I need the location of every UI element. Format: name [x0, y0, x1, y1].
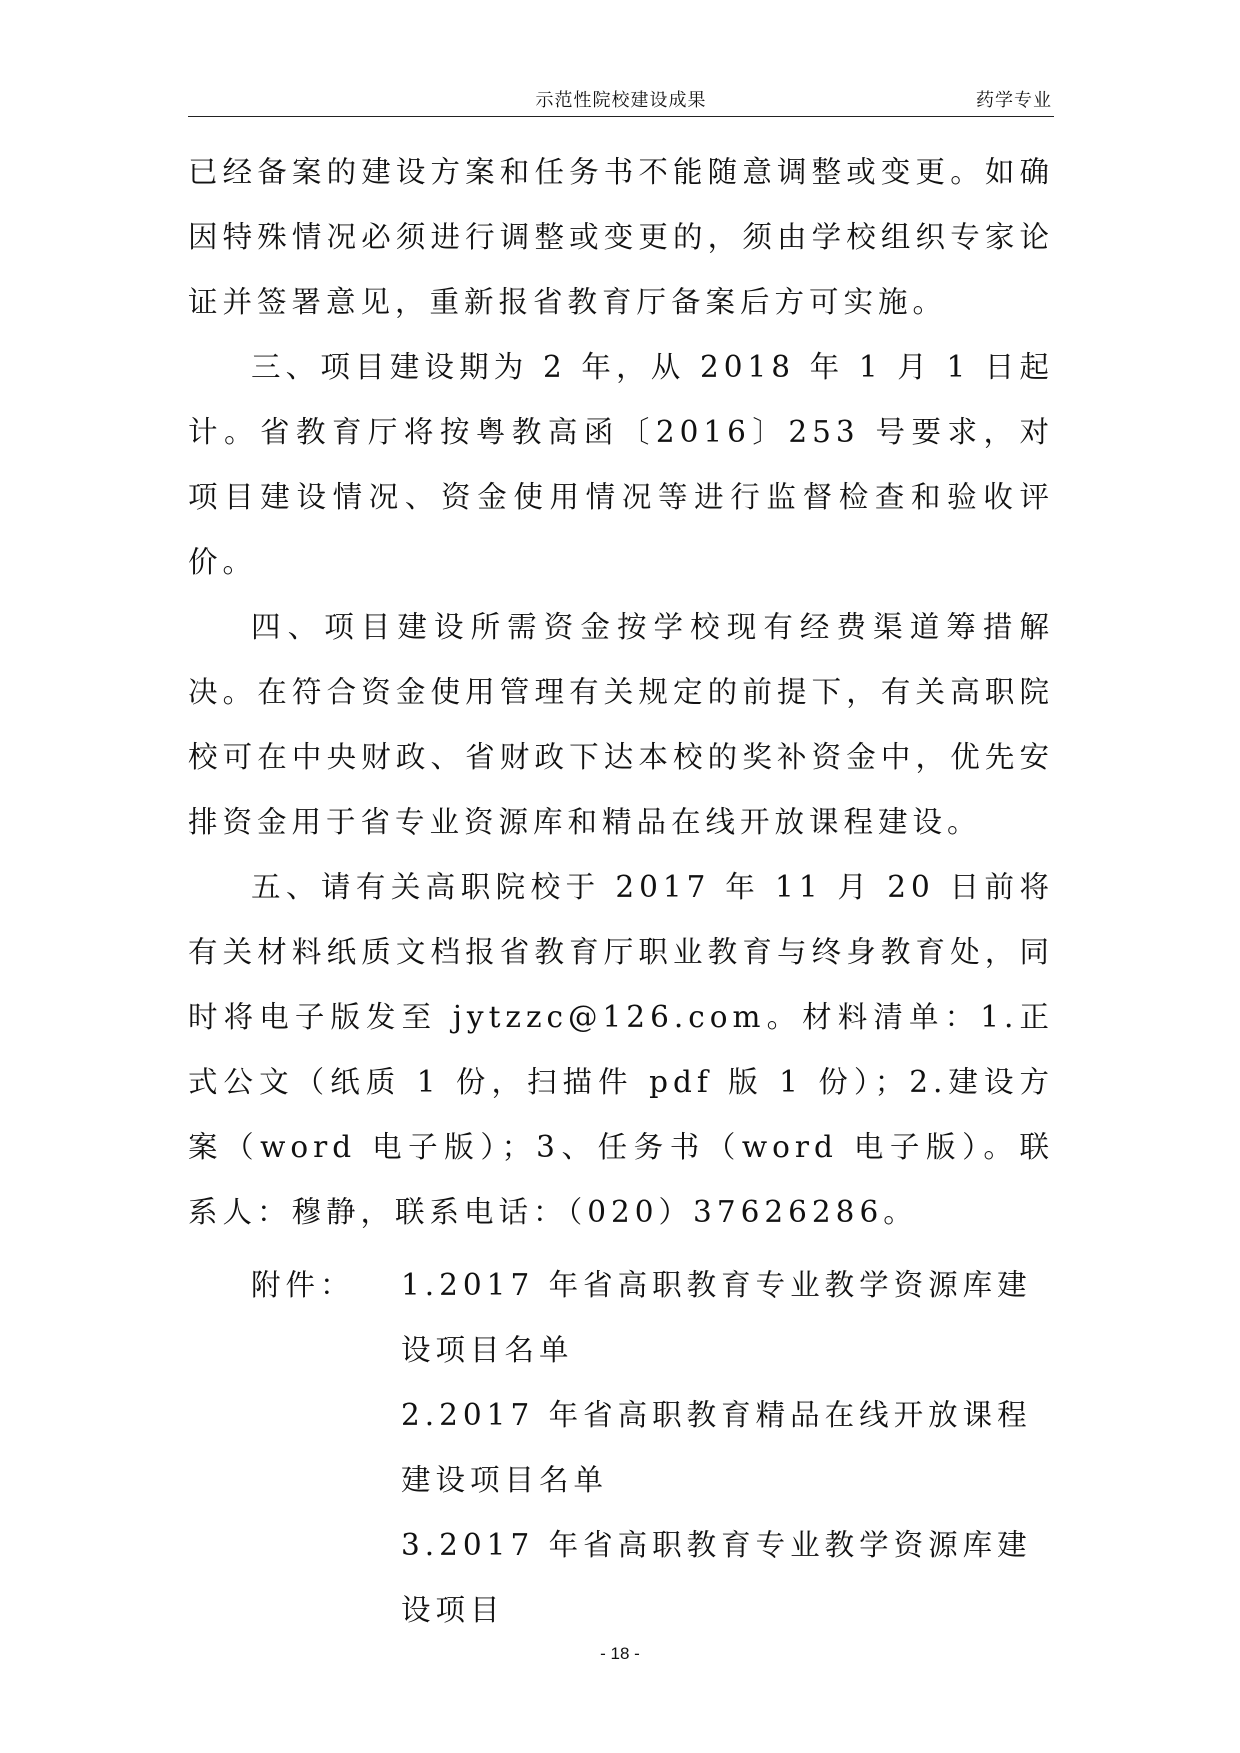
- header-section: 药学专业: [976, 90, 1052, 111]
- paragraph-continuation: 已经备案的建设方案和任务书不能随意调整或变更。如确因特殊情况必须进行调整或变更的，须由学校组织专家论证并签署意见，重新报省教育厅备案后方可实施。: [188, 155, 1054, 319]
- paragraph-item-4: 四、项目建设所需资金按学校现有经费渠道筹措解决。在符合资金使用管理有关规定的前提下，有关高职院校可在中央财政、省财政下达本校的奖补资金中，优先安排资金用于省专业资源库和精品在线开放课程建设。: [188, 610, 1054, 839]
- attachments-label: 附件：: [251, 1268, 355, 1302]
- paragraph-item-3: 三、项目建设期为 2 年，从 2018 年 1 月 1 日起计。省教育厅将按粤教高函〔2016〕253 号要求，对项目建设情况、资金使用情况等进行监督检查和验收评价。: [188, 350, 1054, 579]
- attachments-list: [401, 1253, 1054, 1643]
- document-body: [188, 140, 1054, 1245]
- running-header: [188, 82, 1054, 117]
- attachment-item-1: 1.2017 年省高职教育专业教学资源库建设项目名单: [401, 1268, 1032, 1367]
- attachments-block: [188, 1253, 1054, 1643]
- page-number: - 18 -: [600, 1644, 640, 1663]
- paragraph-item-5: 五、请有关高职院校于 2017 年 11 月 20 日前将有关材料纸质文档报省教育厅职业教育与终身教育处，同时将电子版发至 jytzzc@126.com。材料清单：1.正式公文（纸质 1 份，扫描件 pdf 版 1 份）；2.建设方案（word 电子版）；3、任务书（word 电子版）。联系人：穆静，联系电话：（020）37626286。: [188, 870, 1054, 1229]
- attachment-item-2: 2.2017 年省高职教育精品在线开放课程建设项目名单: [401, 1398, 1032, 1497]
- attachment-item-3: 3.2017 年省高职教育专业教学资源库建设项目: [401, 1528, 1032, 1627]
- header-title: 示范性院校建设成果: [535, 90, 707, 111]
